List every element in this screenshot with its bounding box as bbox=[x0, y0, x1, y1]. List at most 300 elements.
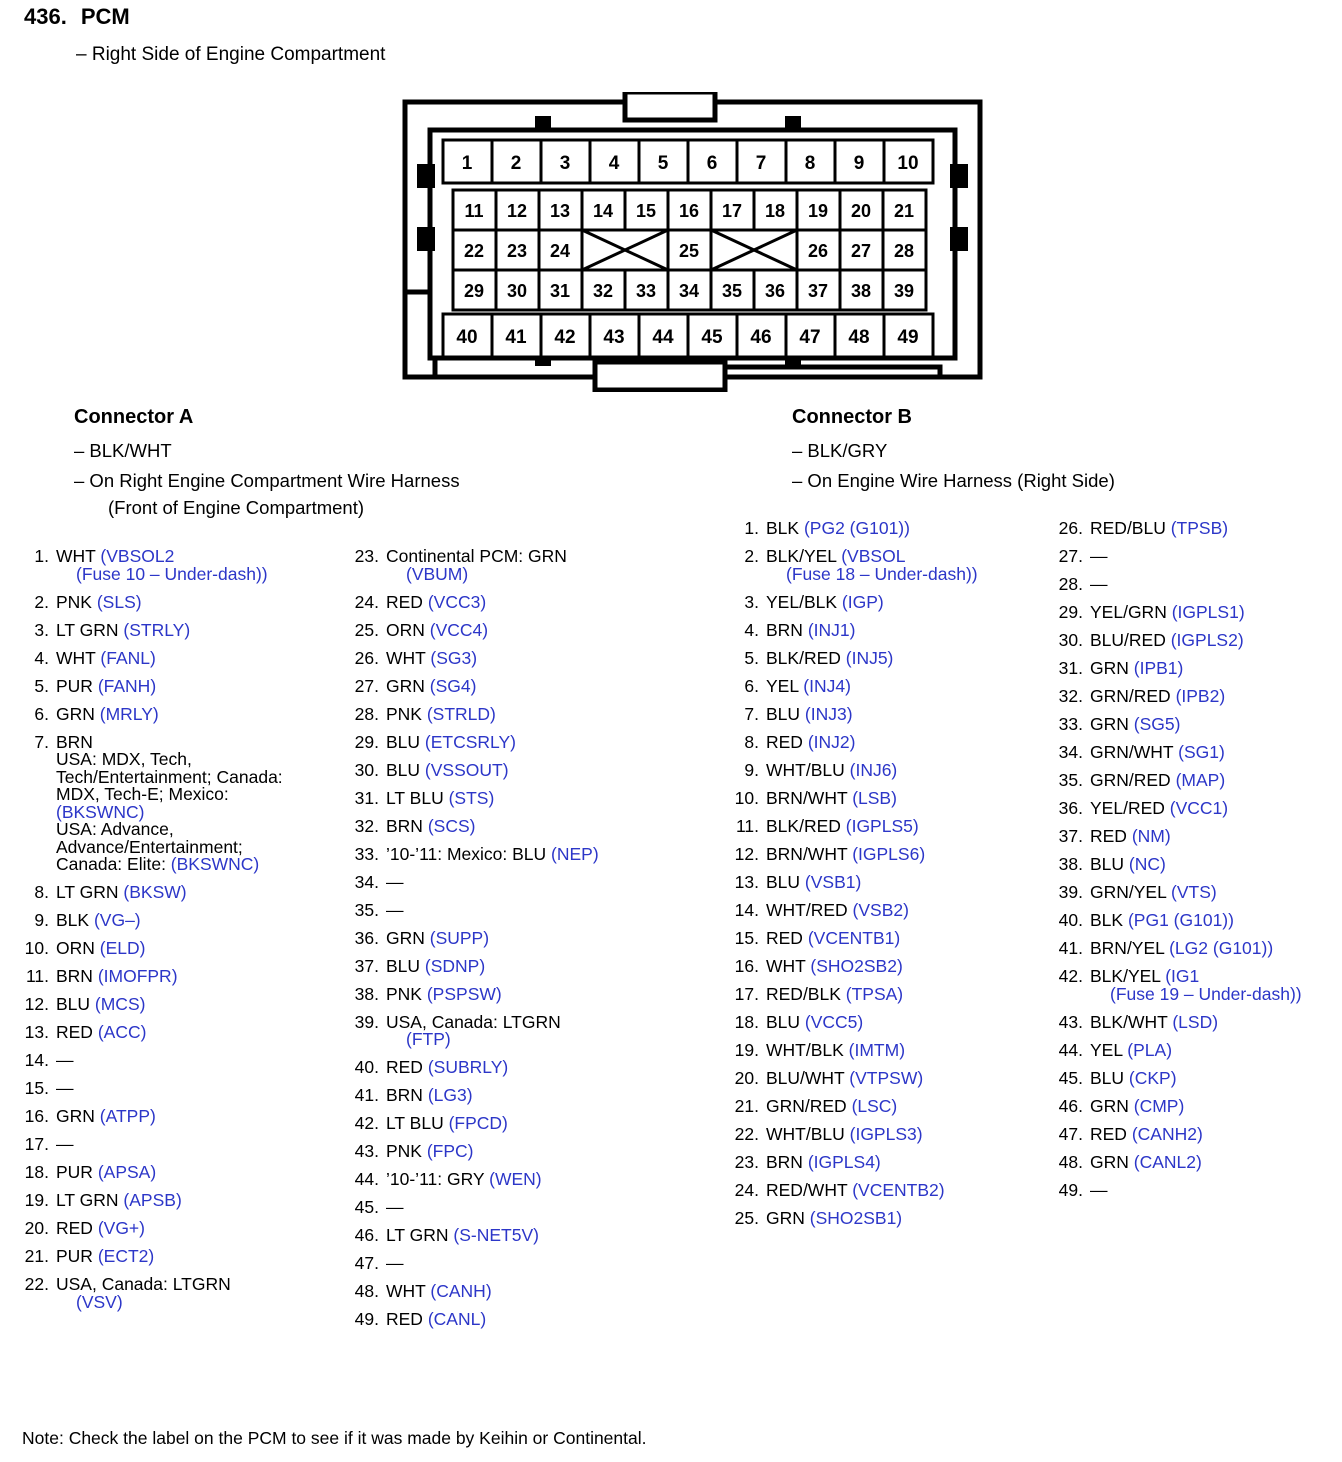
svg-text:9: 9 bbox=[853, 153, 865, 174]
circuit-label: (VCENTB2) bbox=[852, 1179, 945, 1200]
pin-row bbox=[22, 1024, 332, 1042]
circuit-label: (MRLY) bbox=[99, 703, 159, 724]
pin-number: 16. bbox=[734, 955, 759, 976]
pin-number: 27. bbox=[354, 675, 379, 696]
circuit-label: (IGPLS1) bbox=[1171, 602, 1245, 622]
pin-number: 7. bbox=[744, 703, 759, 724]
pcm-connector-diagram bbox=[395, 92, 1005, 392]
circuit-label: (VCC1) bbox=[1169, 798, 1229, 818]
pin-description-line bbox=[766, 520, 1042, 538]
connector-a-color: – BLK/WHT bbox=[74, 440, 172, 461]
pin-description bbox=[386, 1255, 682, 1273]
pin-number: 20. bbox=[734, 1067, 759, 1088]
pin-number: 14. bbox=[734, 899, 759, 920]
pin-description-line bbox=[1090, 604, 1342, 622]
pin-description bbox=[386, 899, 682, 920]
circuit-label: (ETCSRLY) bbox=[424, 731, 516, 752]
pin-description-line bbox=[1090, 1011, 1342, 1032]
circuit-label: (SHO2SB1) bbox=[809, 1207, 903, 1228]
pin-description bbox=[56, 647, 332, 668]
pin-description bbox=[1090, 576, 1342, 594]
pin-row bbox=[1056, 1095, 1342, 1116]
wire-color: — bbox=[386, 1197, 404, 1217]
pin-description bbox=[386, 548, 682, 583]
svg-text:3: 3 bbox=[559, 153, 571, 174]
wire-color: BLK/YEL bbox=[766, 546, 842, 566]
wire-color: GRN/RED bbox=[1090, 770, 1176, 790]
pin-number: 13. bbox=[24, 1022, 49, 1042]
wire-color: USA, Canada: LTGRN bbox=[56, 1274, 231, 1294]
svg-text:45: 45 bbox=[701, 327, 723, 348]
circuit-label: (LSC) bbox=[851, 1095, 898, 1116]
pin-number: 25. bbox=[354, 619, 379, 640]
connector-b-location: – On Engine Wire Harness (Right Side) bbox=[792, 470, 1115, 491]
pin-number: 19. bbox=[24, 1190, 49, 1210]
pin-description bbox=[1090, 632, 1342, 650]
pin-number: 10. bbox=[24, 938, 49, 958]
pin-row bbox=[1056, 744, 1342, 762]
svg-text:29: 29 bbox=[463, 281, 485, 301]
pin-number: 41. bbox=[1058, 938, 1083, 958]
wire-color: RED bbox=[386, 1309, 428, 1329]
pin-row bbox=[732, 675, 1042, 696]
pin-row bbox=[1056, 1011, 1342, 1032]
pin-description bbox=[766, 1123, 1042, 1144]
pin-description-line bbox=[1090, 1151, 1342, 1172]
pin-description-line bbox=[1090, 1179, 1342, 1200]
pin-number: 31. bbox=[354, 787, 379, 808]
pin-number: 32. bbox=[354, 815, 379, 836]
pin-description-line bbox=[56, 1024, 332, 1042]
pin-number: 30. bbox=[354, 759, 379, 780]
pin-number: 5. bbox=[744, 647, 759, 668]
pin-number: 24. bbox=[354, 591, 379, 612]
pin-number: 35. bbox=[354, 899, 379, 920]
circuit-label: (Fuse 18 – Under-dash)) bbox=[786, 563, 978, 584]
circuit-label: (APSB) bbox=[123, 1190, 182, 1210]
pin-number: 36. bbox=[354, 927, 379, 948]
pin-description-line bbox=[56, 912, 332, 930]
pin-number: 6. bbox=[744, 675, 759, 696]
pin-number: 38. bbox=[1058, 854, 1083, 874]
pin-row bbox=[22, 1108, 332, 1126]
pin-row bbox=[732, 871, 1042, 892]
svg-text:39: 39 bbox=[893, 281, 915, 301]
pin-number: 18. bbox=[24, 1162, 49, 1182]
pin-number: 27. bbox=[1058, 546, 1083, 566]
pin-description bbox=[56, 1192, 332, 1210]
connector-a-location-detail: (Front of Engine Compartment) bbox=[108, 497, 365, 518]
wire-color: RED bbox=[386, 1057, 428, 1077]
pin-description bbox=[386, 843, 682, 864]
pin-description bbox=[386, 815, 682, 836]
pin-description-line bbox=[766, 759, 1042, 780]
pin-description-line bbox=[56, 1220, 332, 1238]
pin-description-line bbox=[56, 647, 332, 668]
pin-description bbox=[766, 843, 1042, 864]
pin-row bbox=[352, 955, 682, 976]
pin-description-line bbox=[386, 1031, 682, 1049]
pin-number: 29. bbox=[354, 731, 379, 752]
pin-description-line bbox=[56, 1052, 332, 1070]
pin-number: 40. bbox=[1058, 910, 1083, 930]
pin-description-line bbox=[56, 619, 332, 640]
svg-text:37: 37 bbox=[807, 281, 829, 301]
pin-description-line bbox=[1090, 716, 1342, 734]
pin-row bbox=[352, 619, 682, 640]
svg-text:24: 24 bbox=[549, 241, 571, 261]
pin-row bbox=[352, 703, 682, 724]
wire-color: GRN bbox=[1090, 1095, 1134, 1116]
circuit-label: (VTPSW) bbox=[849, 1067, 924, 1088]
pin-description-line bbox=[1090, 772, 1342, 790]
pin-number: 1. bbox=[744, 518, 759, 538]
svg-text:23: 23 bbox=[506, 241, 528, 261]
svg-text:1: 1 bbox=[461, 153, 473, 174]
pin-description bbox=[766, 759, 1042, 780]
wire-color: — bbox=[56, 1050, 74, 1070]
circuit-label: (VCENTB1) bbox=[807, 927, 901, 948]
pin-number: 22. bbox=[24, 1274, 49, 1294]
pin-row bbox=[22, 1192, 332, 1210]
circuit-label: (PLA) bbox=[1127, 1039, 1173, 1060]
pin-description-line bbox=[766, 983, 1042, 1004]
pin-description bbox=[56, 996, 332, 1014]
svg-text:7: 7 bbox=[755, 153, 767, 174]
svg-text:6: 6 bbox=[706, 153, 718, 174]
pin-description bbox=[386, 1011, 682, 1049]
pin-description bbox=[1090, 912, 1342, 930]
svg-text:27: 27 bbox=[850, 241, 872, 261]
circuit-label: (ACC) bbox=[97, 1022, 147, 1042]
wire-color: BRN bbox=[766, 1151, 808, 1172]
wire-color: LT GRN bbox=[386, 1225, 454, 1245]
pin-description bbox=[56, 1080, 332, 1098]
wire-color: LT GRN bbox=[56, 882, 124, 902]
pin-row bbox=[732, 759, 1042, 780]
wire-color: BLU bbox=[1090, 854, 1129, 874]
pin-row bbox=[352, 1199, 682, 1217]
pin-description bbox=[1090, 800, 1342, 818]
wire-color: — bbox=[386, 899, 404, 920]
pin-row bbox=[732, 815, 1042, 836]
circuit-label: (IGP) bbox=[841, 591, 884, 612]
wire-color: PNK bbox=[56, 591, 97, 612]
pin-description-line bbox=[766, 619, 1042, 640]
pin-number: 6. bbox=[34, 703, 49, 724]
svg-text:16: 16 bbox=[678, 201, 700, 221]
connector-a-title: Connector A bbox=[74, 406, 194, 428]
pin-description bbox=[56, 548, 332, 583]
pin-description bbox=[1090, 1151, 1342, 1172]
pin-number: 44. bbox=[354, 1169, 379, 1189]
pin-number: 34. bbox=[1058, 742, 1083, 762]
wire-color: USA: Advance, bbox=[56, 819, 174, 839]
pin-description-line bbox=[386, 703, 682, 724]
wire-color: Tech/Entertainment; Canada: bbox=[56, 766, 283, 787]
pin-description bbox=[386, 675, 682, 696]
pin-description-line bbox=[386, 1143, 682, 1161]
pin-row bbox=[352, 647, 682, 668]
circuit-label: (VBSOL bbox=[841, 546, 906, 566]
pin-number: 26. bbox=[1058, 518, 1083, 538]
wire-color: WHT/BLU bbox=[766, 759, 850, 780]
pin-number: 13. bbox=[734, 871, 759, 892]
circuit-label: (IMOFPR) bbox=[97, 966, 178, 986]
pin-row bbox=[22, 996, 332, 1014]
connector-b-pin-list-left bbox=[732, 520, 1042, 1238]
wire-color: LT GRN bbox=[56, 619, 124, 640]
pin-description-line bbox=[1090, 632, 1342, 650]
circuit-label: (IPB1) bbox=[1133, 658, 1184, 678]
pin-row bbox=[1056, 968, 1342, 1003]
pin-row bbox=[22, 1080, 332, 1098]
pin-row bbox=[732, 899, 1042, 920]
wire-color: GRN bbox=[56, 703, 100, 724]
pin-row bbox=[352, 843, 682, 864]
svg-text:21: 21 bbox=[893, 201, 915, 221]
pin-row bbox=[352, 675, 682, 696]
pin-description-line bbox=[1090, 983, 1342, 1004]
pin-description bbox=[766, 1067, 1042, 1088]
wire-color: BLU bbox=[386, 759, 425, 780]
circuit-label: (ATPP) bbox=[99, 1106, 156, 1126]
circuit-label: (VBUM) bbox=[406, 563, 469, 584]
circuit-label: (SUBRLY) bbox=[427, 1057, 509, 1077]
pin-description-line bbox=[386, 927, 682, 948]
pin-number: 38. bbox=[354, 983, 379, 1004]
pin-description-line bbox=[386, 759, 682, 780]
pin-number: 40. bbox=[354, 1057, 379, 1077]
pin-description bbox=[386, 1059, 682, 1077]
pin-description bbox=[386, 647, 682, 668]
pin-description bbox=[1090, 604, 1342, 622]
pin-description-line bbox=[386, 1115, 682, 1133]
pin-number: 26. bbox=[354, 647, 379, 668]
pin-description-line bbox=[386, 871, 682, 892]
pin-description bbox=[386, 759, 682, 780]
pin-row bbox=[352, 815, 682, 836]
circuit-label: (FANH) bbox=[97, 675, 157, 696]
svg-text:4: 4 bbox=[608, 153, 620, 174]
pin-description-line bbox=[56, 1192, 332, 1210]
circuit-label: (VCC5) bbox=[804, 1011, 864, 1032]
wire-color: LT BLU bbox=[386, 787, 449, 808]
pin-number: 19. bbox=[734, 1039, 759, 1060]
pin-number: 2. bbox=[744, 546, 759, 566]
circuit-label: (FPC) bbox=[426, 1141, 474, 1161]
pin-description bbox=[386, 927, 682, 948]
pin-number: 29. bbox=[1058, 602, 1083, 622]
pin-description-line bbox=[386, 1311, 682, 1329]
pin-row bbox=[732, 1207, 1042, 1228]
wire-color: BLK/RED bbox=[766, 647, 846, 668]
circuit-label: (IMTM) bbox=[848, 1039, 906, 1060]
pin-description-line bbox=[56, 1080, 332, 1098]
circuit-label: (NEP) bbox=[551, 843, 599, 864]
pin-description bbox=[386, 1283, 682, 1301]
pin-description-line bbox=[386, 619, 682, 640]
pin-row bbox=[1056, 800, 1342, 818]
pin-description-line bbox=[1090, 1123, 1342, 1144]
pin-row bbox=[22, 1276, 332, 1311]
pin-description bbox=[766, 787, 1042, 808]
circuit-label: (NC) bbox=[1128, 854, 1166, 874]
pin-description bbox=[386, 787, 682, 808]
pin-description bbox=[1090, 828, 1342, 846]
pin-description bbox=[386, 1311, 682, 1329]
svg-text:41: 41 bbox=[505, 327, 527, 348]
pin-number: 39. bbox=[354, 1011, 379, 1032]
pin-row bbox=[1056, 828, 1342, 846]
pin-description bbox=[56, 940, 332, 958]
pin-description-line bbox=[56, 675, 332, 696]
pin-description bbox=[386, 731, 682, 752]
pin-description-line bbox=[766, 1179, 1042, 1200]
circuit-label: (MCS) bbox=[94, 994, 146, 1014]
pin-description-line bbox=[1090, 1067, 1342, 1088]
pin-description bbox=[56, 1136, 332, 1154]
wire-color: RED bbox=[766, 927, 808, 948]
wire-color: GRN bbox=[1090, 658, 1134, 678]
wire-color: Advance/Entertainment; bbox=[56, 836, 243, 857]
pin-description-line bbox=[766, 955, 1042, 976]
wire-color: PUR bbox=[56, 1246, 98, 1266]
wire-color: GRN bbox=[386, 927, 430, 948]
pin-description bbox=[386, 871, 682, 892]
pin-row bbox=[732, 548, 1042, 583]
circuit-label: (INJ3) bbox=[804, 703, 853, 724]
circuit-label: (LSD) bbox=[1172, 1011, 1219, 1032]
wire-color: RED bbox=[1090, 826, 1132, 846]
wire-color: PNK bbox=[386, 1141, 427, 1161]
pin-row bbox=[1056, 772, 1342, 790]
pin-row bbox=[352, 983, 682, 1004]
pin-description-line bbox=[386, 983, 682, 1004]
wire-color: USA, Canada: LTGRN bbox=[386, 1011, 561, 1032]
pin-description-line bbox=[766, 1095, 1042, 1116]
pin-description bbox=[766, 520, 1042, 538]
svg-text:43: 43 bbox=[603, 327, 625, 348]
pin-description bbox=[386, 591, 682, 612]
wire-color: WHT/RED bbox=[766, 899, 853, 920]
pin-description-line bbox=[56, 968, 332, 986]
pin-row bbox=[22, 591, 332, 612]
wire-color: LT BLU bbox=[386, 1113, 449, 1133]
circuit-label: (SG1) bbox=[1178, 742, 1225, 762]
pin-description bbox=[1090, 1011, 1342, 1032]
pin-row bbox=[22, 884, 332, 902]
pin-description-line bbox=[386, 899, 682, 920]
pin-description-line bbox=[386, 647, 682, 668]
pin-description-line bbox=[386, 1227, 682, 1245]
pin-description bbox=[1090, 1039, 1342, 1060]
pin-number: 45. bbox=[1058, 1067, 1083, 1088]
pin-number: 42. bbox=[1058, 966, 1083, 986]
pin-description bbox=[386, 1199, 682, 1217]
pin-description-line bbox=[386, 955, 682, 976]
pin-description bbox=[766, 619, 1042, 640]
svg-text:35: 35 bbox=[721, 281, 743, 301]
pin-description bbox=[386, 1087, 682, 1105]
pin-description bbox=[766, 1095, 1042, 1116]
wire-color: WHT/BLK bbox=[766, 1039, 849, 1060]
pin-number: 49. bbox=[1058, 1179, 1083, 1200]
circuit-label: (SDNP) bbox=[424, 955, 486, 976]
svg-text:49: 49 bbox=[897, 327, 919, 348]
wire-color: BLU/RED bbox=[1090, 630, 1171, 650]
circuit-label: (IGPLS2) bbox=[1170, 630, 1244, 650]
pin-number: 4. bbox=[34, 647, 49, 668]
wire-color: BLU/WHT bbox=[766, 1067, 850, 1088]
svg-text:31: 31 bbox=[549, 281, 571, 301]
pin-number: 32. bbox=[1058, 686, 1083, 706]
wire-color: — bbox=[1090, 1179, 1108, 1200]
pin-row bbox=[22, 731, 332, 874]
pin-description bbox=[766, 1039, 1042, 1060]
circuit-label: (IPB2) bbox=[1175, 686, 1226, 706]
pin-description-line bbox=[56, 1164, 332, 1182]
pin-row bbox=[1056, 604, 1342, 622]
circuit-label: (WEN) bbox=[489, 1169, 542, 1189]
circuit-label: (VSB2) bbox=[852, 899, 909, 920]
circuit-label: (SHO2SB2) bbox=[810, 955, 903, 976]
wire-color: BRN bbox=[56, 731, 93, 752]
circuit-label: (IG1 bbox=[1165, 966, 1200, 986]
pin-number: 8. bbox=[744, 731, 759, 752]
pin-row bbox=[352, 548, 682, 583]
pin-number: 47. bbox=[1058, 1123, 1083, 1144]
pin-number: 33. bbox=[1058, 714, 1083, 734]
pin-description bbox=[766, 591, 1042, 612]
wire-color: RED bbox=[1090, 1123, 1132, 1144]
circuit-label: (APSA) bbox=[97, 1162, 157, 1182]
pin-row bbox=[22, 703, 332, 724]
pin-description bbox=[386, 619, 682, 640]
wire-color: MDX, Tech-E; Mexico: bbox=[56, 784, 229, 804]
wire-color: — bbox=[1090, 574, 1108, 594]
pin-description-line bbox=[386, 1199, 682, 1217]
pin-row bbox=[352, 1283, 682, 1301]
pin-number: 16. bbox=[24, 1106, 49, 1126]
pin-description bbox=[56, 1276, 332, 1311]
circuit-label: (CMP) bbox=[1133, 1095, 1185, 1116]
wire-color: BLK/RED bbox=[766, 815, 846, 836]
circuit-label: (TPSB) bbox=[1170, 518, 1229, 538]
wire-color: BRN/WHT bbox=[766, 787, 853, 808]
pin-number: 43. bbox=[1058, 1011, 1083, 1032]
pin-row bbox=[352, 1011, 682, 1049]
pin-number: 48. bbox=[354, 1281, 379, 1301]
pin-row bbox=[732, 1179, 1042, 1200]
pin-number: 9. bbox=[34, 910, 49, 930]
pin-number: 8. bbox=[34, 882, 49, 902]
connector-a-location: – On Right Engine Compartment Wire Harness bbox=[74, 470, 460, 491]
pin-description-line bbox=[1090, 688, 1342, 706]
pin-number: 46. bbox=[1058, 1095, 1083, 1116]
pin-number: 14. bbox=[24, 1050, 49, 1070]
pin-row bbox=[1056, 1123, 1342, 1144]
pin-description-line bbox=[1090, 520, 1342, 538]
pin-description bbox=[386, 983, 682, 1004]
pin-number: 4. bbox=[744, 619, 759, 640]
circuit-label: (SG5) bbox=[1133, 714, 1181, 734]
pin-row bbox=[352, 759, 682, 780]
pin-description bbox=[1090, 716, 1342, 734]
pin-description bbox=[1090, 940, 1342, 958]
connector-a-pin-list-left bbox=[22, 548, 332, 1322]
pin-number: 37. bbox=[354, 955, 379, 976]
